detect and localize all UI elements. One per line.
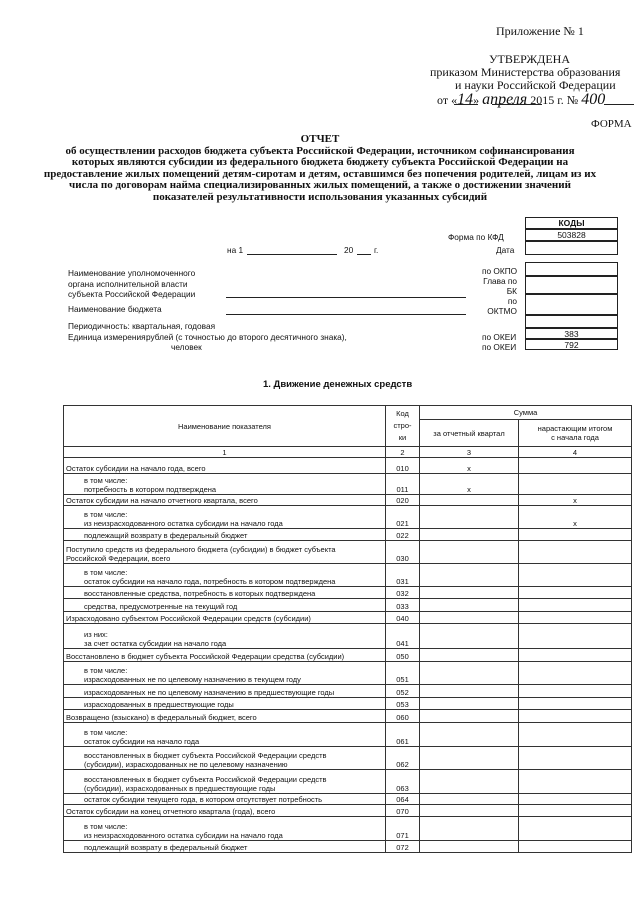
row-name <box>64 817 386 841</box>
units-value-2: человек <box>171 342 202 352</box>
row-name-line-2: из неизрасходованного остатка субсидии на начало года <box>84 831 283 840</box>
row-name <box>64 723 386 747</box>
row-value-ytd <box>519 649 632 662</box>
table-row <box>64 474 632 495</box>
row-value-ytd <box>519 794 632 805</box>
row-code: 050 <box>386 649 420 662</box>
row-value-quarter <box>420 841 519 853</box>
as-of-prefix: на 1 <box>227 245 244 255</box>
form-label: ФОРМА <box>591 118 632 130</box>
budget-name-label: Наименование бюджета <box>68 304 162 314</box>
row-code: 051 <box>386 662 420 685</box>
row-name <box>64 649 386 662</box>
approved-label: УТВЕРЖДЕНА <box>489 52 571 66</box>
as-of-year: 20 <box>344 245 354 255</box>
row-name-line-1: в том числе: <box>84 822 128 831</box>
row-name-line-2: из неизрасходованного остатка субсидии на начало года <box>84 519 283 528</box>
periodicity: Периодичность: квартальная, годовая <box>68 321 216 331</box>
row-value-quarter <box>420 624 519 649</box>
col-num-4: 4 <box>519 447 632 458</box>
table-row <box>64 541 632 564</box>
table-row <box>64 495 632 506</box>
okei-value-1: 383 <box>525 328 618 339</box>
row-name-line-2: за счет остатка субсидии на начало года <box>84 639 227 648</box>
date-month: апреля <box>482 91 528 108</box>
extra-code-cell <box>525 315 618 328</box>
order-date-line <box>437 91 605 109</box>
row-value-quarter <box>420 495 519 506</box>
authority-line-3: субъекта Российской Федерации <box>68 289 196 299</box>
row-name-line-1: восстановленных в бюджет субъекта Российской Федерации средств <box>84 775 327 784</box>
row-name-line-2: потребность в котором подтверждена <box>84 485 217 494</box>
head-col4-2: с начала года <box>551 433 599 442</box>
oktmo-value <box>525 294 618 315</box>
row-value-ytd <box>519 805 632 817</box>
row-name-line-2: (субсидии), израсходованных в предшествующие годы <box>84 784 276 793</box>
table-row <box>64 841 632 853</box>
oktmo-label-1: по <box>507 296 517 306</box>
row-name-line-1: средства, предусмотренные на текущий год <box>84 602 238 611</box>
okpo-value <box>525 262 618 276</box>
row-code: 011 <box>386 474 420 495</box>
row-code: 020 <box>386 495 420 506</box>
row-code: 063 <box>386 770 420 794</box>
date-prefix: от « <box>437 93 458 107</box>
row-name-line-2: Российской Федерации, всего <box>66 554 171 563</box>
row-name-line-2: остаток субсидии на начало года, потребность в котором подтверждена <box>84 577 336 586</box>
row-value-quarter <box>420 564 519 587</box>
row-value-ytd <box>519 841 632 853</box>
table-row <box>64 698 632 710</box>
row-value-ytd <box>519 612 632 624</box>
authority-line-1: Наименование уполномоченного <box>68 268 196 278</box>
row-value-ytd <box>519 529 632 541</box>
date-day: 14 <box>457 91 474 108</box>
row-code: 061 <box>386 723 420 747</box>
authority-label <box>68 268 195 300</box>
authority-line-2: органа исполнительной власти <box>68 278 188 289</box>
as-of-suffix: г. <box>374 245 379 255</box>
row-value-ytd <box>519 723 632 747</box>
row-value-ytd: x <box>519 495 632 506</box>
table-row <box>64 794 632 805</box>
row-code: 062 <box>386 747 420 770</box>
table-row <box>64 649 632 662</box>
report-title <box>0 134 640 203</box>
appendix-label: Приложение № 1 <box>496 24 584 38</box>
row-code: 040 <box>386 612 420 624</box>
row-name <box>64 770 386 794</box>
table-row <box>64 662 632 685</box>
row-name-line-1: восстановленных в бюджет субъекта Российской Федерации средств <box>84 751 327 760</box>
row-value-quarter <box>420 723 519 747</box>
row-value-ytd <box>519 458 632 474</box>
row-code: 060 <box>386 710 420 723</box>
row-name <box>64 458 386 474</box>
row-name <box>64 794 386 805</box>
row-code: 032 <box>386 587 420 599</box>
row-value-quarter <box>420 805 519 817</box>
head-code-3: ки <box>398 433 407 442</box>
row-name <box>64 541 386 564</box>
head-col3: за отчетный квартал <box>420 420 519 447</box>
table-row <box>64 710 632 723</box>
order-number: 400 <box>581 91 606 108</box>
row-code: 010 <box>386 458 420 474</box>
row-value-quarter <box>420 710 519 723</box>
row-name-line-1: в том числе: <box>84 568 128 577</box>
date-label: Дата <box>496 245 515 255</box>
row-value-quarter <box>420 587 519 599</box>
section-title: 1. Движение денежных средств <box>263 379 413 390</box>
row-value-quarter <box>420 541 519 564</box>
table-row <box>64 564 632 587</box>
row-name-line-1: израсходованных в предшествующие годы <box>84 700 234 709</box>
row-value-quarter <box>420 599 519 612</box>
row-value-ytd <box>519 698 632 710</box>
row-name-line-1: в том числе: <box>84 666 128 675</box>
units-value-1: рублей (с точностью до второго десятичного знака), <box>146 332 347 342</box>
row-value-quarter <box>420 529 519 541</box>
row-value-ytd <box>519 710 632 723</box>
row-value-quarter: x <box>420 458 519 474</box>
report-title-line-3: предоставление жилых помещений детям-сиротам и детям, оставшимся без попечения родителей, лицам из их <box>43 167 597 180</box>
row-name <box>64 587 386 599</box>
table-row <box>64 685 632 698</box>
units-label: Единица измерения: <box>68 332 148 342</box>
row-code: 033 <box>386 599 420 612</box>
table-body <box>64 458 632 853</box>
order-line-2: и науки Российской Федерации <box>455 78 616 92</box>
col-num-3: 3 <box>420 447 519 458</box>
row-value-quarter <box>420 747 519 770</box>
row-name-line-1: в том числе: <box>84 510 128 519</box>
row-value-ytd <box>519 817 632 841</box>
row-value-quarter <box>420 794 519 805</box>
order-line-1: приказом Министерства образования <box>430 65 621 79</box>
glava-value <box>525 276 618 294</box>
row-code: 070 <box>386 805 420 817</box>
row-value-quarter <box>420 685 519 698</box>
row-code: 071 <box>386 817 420 841</box>
col-num-1: 1 <box>64 447 386 458</box>
row-value-ytd <box>519 599 632 612</box>
head-code-1: Код <box>396 409 409 418</box>
row-name <box>64 599 386 612</box>
row-name <box>64 698 386 710</box>
table-row <box>64 624 632 649</box>
row-code: 031 <box>386 564 420 587</box>
date-mid: » <box>473 93 480 107</box>
report-title-line-2: которых являются субсидии из федерального бюджета бюджету субъекта Российской Федерации на <box>71 156 569 168</box>
table-row <box>64 747 632 770</box>
row-name <box>64 495 386 506</box>
row-code: 072 <box>386 841 420 853</box>
row-value-quarter <box>420 506 519 529</box>
row-value-ytd <box>519 770 632 794</box>
okei-value-2: 792 <box>525 339 618 350</box>
row-code: 053 <box>386 698 420 710</box>
table-row <box>64 612 632 624</box>
row-value-ytd <box>519 587 632 599</box>
row-name-line-1: подлежащий возврату в федеральный бюджет <box>84 531 248 540</box>
row-code: 052 <box>386 685 420 698</box>
row-code: 030 <box>386 541 420 564</box>
oktmo-label <box>483 297 517 316</box>
row-name-line-1: в том числе: <box>84 476 128 485</box>
row-name <box>64 624 386 649</box>
row-name-line-2: остаток субсидии на начало года <box>84 737 200 746</box>
row-code: 041 <box>386 624 420 649</box>
okei-label-1: по ОКЕИ <box>482 332 517 342</box>
glava-label <box>483 277 517 296</box>
row-name <box>64 805 386 817</box>
report-title-line-1: об осуществлении расходов бюджета субъекта Российской Федерации, источником софинансирования <box>65 144 575 157</box>
row-name-line-1: Остаток субсидии на начало отчетного квартала, всего <box>66 496 258 505</box>
row-name <box>64 612 386 624</box>
row-code: 021 <box>386 506 420 529</box>
form-kfd-label: Форма по КФД <box>448 232 504 242</box>
row-value-quarter <box>420 770 519 794</box>
table-row <box>64 587 632 599</box>
row-name-line-1: Остаток субсидии на начало года, всего <box>66 464 206 473</box>
date-value <box>525 241 618 255</box>
head-code <box>386 406 420 447</box>
date-year: 2015 г. № <box>530 93 579 107</box>
okpo-label: по ОКПО <box>482 266 518 276</box>
glava-label-1: Глава по <box>483 276 517 286</box>
row-name-line-1: из них: <box>84 630 108 639</box>
row-name-line-1: подлежащий возврату в федеральный бюджет <box>84 843 248 852</box>
table-row <box>64 805 632 817</box>
row-value-ytd <box>519 747 632 770</box>
row-value-quarter <box>420 612 519 624</box>
table-row <box>64 770 632 794</box>
row-code: 064 <box>386 794 420 805</box>
head-sum: Сумма <box>420 406 632 420</box>
table-row <box>64 506 632 529</box>
table-row <box>64 817 632 841</box>
row-name-line-1: остаток субсидии текущего года, в котором отсутствует потребность <box>84 795 323 804</box>
row-name-line-1: восстановленные средства, потребность в которых подтверждена <box>84 589 316 598</box>
row-name-line-1: Возвращено (взыскано) в федеральный бюджет, всего <box>66 713 257 722</box>
row-value-ytd <box>519 541 632 564</box>
row-name-line-1: в том числе: <box>84 728 128 737</box>
okei-label-2: по ОКЕИ <box>482 342 517 352</box>
row-name-line-1: Поступило средств из федерального бюджета (субсидии) в бюджет субъекта <box>66 545 336 554</box>
report-title-line-5: показателей результативности использования указанных субсидий <box>152 190 488 203</box>
head-col4 <box>519 420 632 447</box>
row-name-line-1: Израсходовано субъектом Российской Федерации средств (субсидии) <box>66 614 311 623</box>
row-value-ytd <box>519 662 632 685</box>
row-name <box>64 506 386 529</box>
form-kfd-value: 503828 <box>525 229 618 241</box>
table-row <box>64 458 632 474</box>
row-name-line-1: израсходованных не по целевому назначению в предшествующие годы <box>84 688 335 697</box>
row-value-ytd <box>519 474 632 495</box>
col-num-2: 2 <box>386 447 420 458</box>
row-value-quarter <box>420 662 519 685</box>
report-title-line-4: числа по договорам найма специализированных жилых помещений, а также о достижении значений <box>69 179 571 191</box>
row-value-quarter: x <box>420 474 519 495</box>
row-value-ytd <box>519 685 632 698</box>
row-name <box>64 841 386 853</box>
table-row <box>64 599 632 612</box>
cash-flow-table <box>63 405 632 853</box>
row-value-ytd <box>519 624 632 649</box>
row-name <box>64 662 386 685</box>
row-code: 022 <box>386 529 420 541</box>
report-heading: ОТЧЕТ <box>300 133 340 145</box>
row-name-line-1: Восстановлено в бюджет субъекта Российской Федерации средства (субсидии) <box>66 652 345 661</box>
row-name <box>64 529 386 541</box>
row-value-ytd <box>519 564 632 587</box>
codes-header: КОДЫ <box>525 217 618 229</box>
glava-label-2: БК <box>506 285 517 296</box>
table-row <box>64 723 632 747</box>
row-name-line-1: Остаток субсидии на конец отчетного квартала (года), всего <box>66 807 276 816</box>
oktmo-label-2: ОКТМО <box>487 305 517 316</box>
row-name <box>64 474 386 495</box>
head-col4-1: нарастающим итогом <box>537 424 613 433</box>
row-name <box>64 564 386 587</box>
row-value-quarter <box>420 649 519 662</box>
row-name <box>64 747 386 770</box>
table-row <box>64 529 632 541</box>
row-name <box>64 685 386 698</box>
row-name <box>64 710 386 723</box>
row-value-quarter <box>420 698 519 710</box>
row-value-quarter <box>420 817 519 841</box>
head-name: Наименование показателя <box>64 406 386 447</box>
row-value-ytd: x <box>519 506 632 529</box>
row-name-line-2: (субсидии), израсходованных не по целевому назначению <box>84 760 288 769</box>
row-name-line-2: израсходованных не по целевому назначению в текущем году <box>84 675 301 684</box>
head-code-2: стро- <box>393 421 412 430</box>
